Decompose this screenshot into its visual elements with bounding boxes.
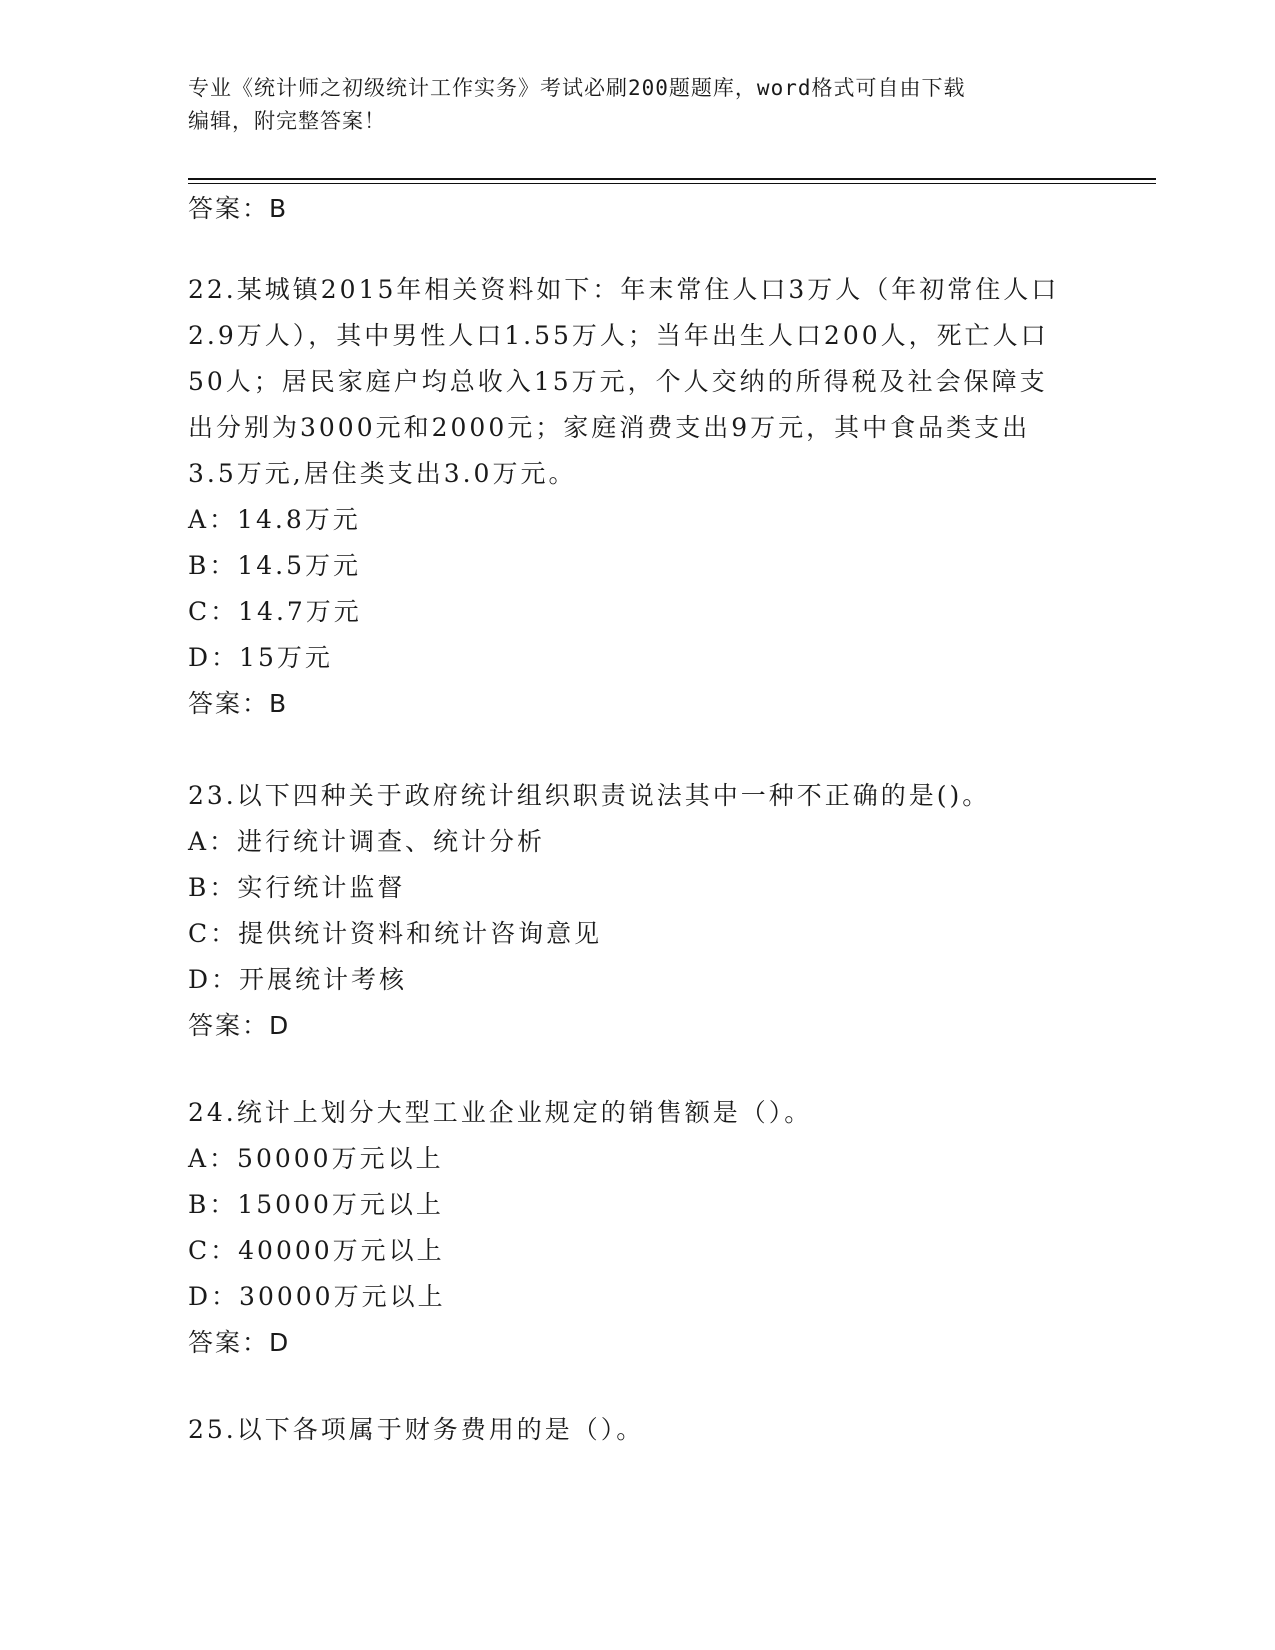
- option-c: C：40000万元以上: [188, 1236, 445, 1265]
- document-header: [188, 72, 1088, 138]
- answer: 答案：D: [188, 1011, 291, 1040]
- question-text: 23.以下四种关于政府统计组织职责说法其中一种不正确的是()。: [188, 781, 991, 810]
- question-23: [188, 773, 1068, 1049]
- question-24: [188, 1090, 1068, 1366]
- answer: 答案：B: [188, 689, 289, 718]
- header-line-2: 编辑，附完整答案！: [188, 109, 386, 133]
- previous-answer: 答案：B: [188, 194, 289, 223]
- option-d: D：开展统计考核: [188, 965, 408, 994]
- question-text: 24.统计上划分大型工业企业规定的销售额是（）。: [188, 1098, 813, 1127]
- option-b: B：15000万元以上: [188, 1190, 444, 1219]
- header-line-1: 专业《统计师之初级统计工作实务》考试必刷200题题库，word格式可自由下载: [188, 76, 966, 100]
- option-b: B：实行统计监督: [188, 873, 406, 902]
- option-a: A：50000万元以上: [188, 1144, 444, 1173]
- header-rule-thin: [188, 183, 1156, 184]
- question-text: 22.某城镇2015年相关资料如下：年末常住人口3万人（年初常住人口2.9万人），其中男性人口1.55万人；当年出生人口200人，死亡人口50人；居民家庭户均总收入15万元，个人交纳的所得税及社会保障支出分别为3000元和2000元；家庭消费支出9万元，其中食品类支出3.5万元,居住类支出3.0万元。: [188, 275, 1060, 488]
- option-c: C：14.7万元: [188, 597, 362, 626]
- option-b: B：14.5万元: [188, 551, 362, 580]
- option-d: D：30000万元以上: [188, 1282, 446, 1311]
- option-a: A：14.8万元: [188, 505, 361, 534]
- answer: 答案：D: [188, 1328, 291, 1357]
- header-rule-thick: [188, 178, 1156, 180]
- question-text: 25.以下各项属于财务费用的是（）。: [188, 1415, 645, 1444]
- option-c: C：提供统计资料和统计咨询意见: [188, 919, 603, 948]
- question-22: [188, 267, 1068, 727]
- option-a: A：进行统计调查、统计分析: [188, 827, 546, 856]
- option-d: D：15万元: [188, 643, 333, 672]
- question-25: [188, 1407, 1068, 1453]
